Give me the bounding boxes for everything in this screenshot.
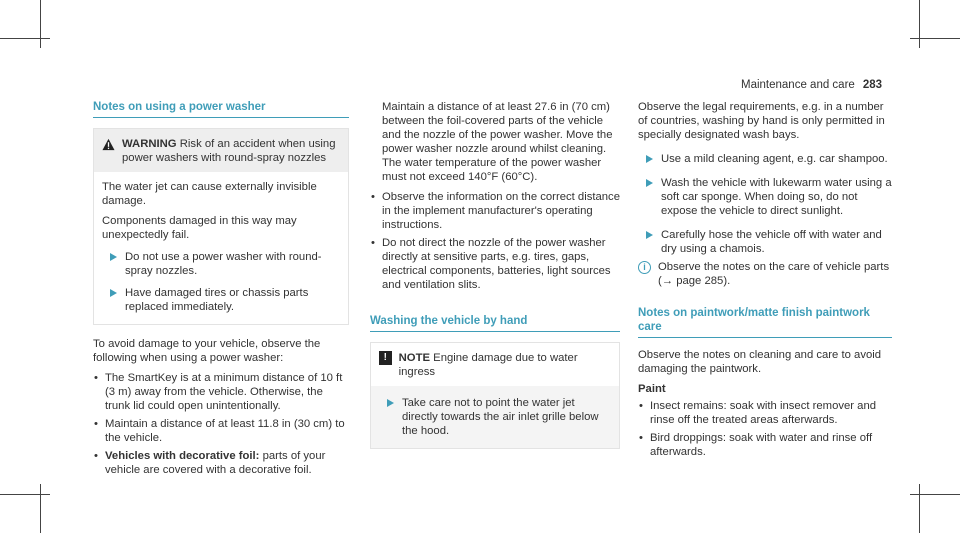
bullet-item: • Do not direct the nozzle of the power washer directly at sensitive parts, e.g. tires, gaps, electrical components, batteries, light sources and ventilation slits. (370, 236, 620, 292)
instruction-step (102, 250, 340, 278)
bullet-text: parts of your vehicle are covered with a decorative foil. (105, 450, 326, 476)
section-title-power-washer: Notes on using a power washer (93, 100, 349, 118)
section-title-paintwork: Notes on paintwork/matte finish paintwork care (638, 306, 892, 338)
warning-label: WARNING (122, 138, 177, 150)
note-label: NOTE (398, 352, 431, 364)
column-left (93, 100, 349, 481)
instruction-step (102, 286, 340, 314)
tip-text: Observe the notes on the care of vehicle parts (→ page 285). (658, 261, 890, 287)
warning-box (93, 128, 349, 325)
bullet-list (370, 190, 620, 292)
section-name: Maintenance and care (741, 79, 855, 91)
crop-mark (910, 38, 960, 39)
crop-mark (919, 0, 920, 48)
note-text: Engine damage due to water ingress (398, 352, 578, 378)
running-header (741, 78, 882, 92)
warning-text: Risk of an accident when using power washers with round-spray nozzles (122, 138, 336, 164)
crop-mark (0, 494, 50, 495)
crop-mark (919, 484, 920, 533)
warning-body (94, 172, 348, 324)
step-arrow-icon (646, 231, 653, 239)
bullet-bold-label: Vehicles with decorative foil: (105, 450, 260, 462)
step-text: Have damaged tires or chassis parts replaced immediately. (125, 287, 309, 313)
note-body (371, 386, 619, 448)
bullet-item (93, 449, 349, 477)
exclamation-icon: ! (379, 351, 392, 365)
info-icon: i (638, 261, 651, 274)
legal-paragraph: Observe the legal requirements, e.g. in a number of countries, washing by hand is only permitted in specially designated wash bays. (638, 101, 885, 141)
crop-mark (0, 38, 50, 39)
paintwork-paragraph: Observe the notes on cleaning and care to avoid damaging the paintwork. (638, 349, 882, 375)
bullet-item: • Insect remains: soak with insect remover and rinse off the treated areas afterwards. (638, 399, 892, 427)
crop-mark (910, 494, 960, 495)
bullet-list (638, 399, 892, 459)
bullet-item: • Observe the information on the correct distance in the implement manufacturer's operating instructions. (370, 190, 620, 232)
warning-para: The water jet can cause externally invisible damage. (102, 181, 317, 207)
instruction-step (379, 396, 611, 438)
step-arrow-icon (646, 179, 653, 187)
step-text: Carefully hose the vehicle off with water and dry using a chamois. (661, 229, 882, 255)
step-arrow-icon (110, 289, 117, 297)
bullet-item: • The SmartKey is at a minimum distance of 10 ft (3 m) away from the vehicle. Otherwise, the trunk lid could open unintentionally. (93, 371, 349, 413)
warning-text-block (122, 137, 340, 165)
note-box (370, 342, 620, 449)
bullet-item: • Bird droppings: soak with water and rinse off afterwards. (638, 431, 892, 459)
instruction-step (638, 152, 892, 166)
step-arrow-icon (110, 253, 117, 261)
step-arrow-icon (646, 155, 653, 163)
step-text: Wash the vehicle with lukewarm water using a soft car sponge. When doing so, do not expose the vehicle to direct sunlight. (661, 177, 892, 217)
intro-paragraph: To avoid damage to your vehicle, observe the following when using a power washer: (93, 338, 321, 364)
warning-header (94, 129, 348, 172)
warning-triangle-icon (102, 138, 115, 151)
crop-mark (40, 0, 41, 48)
tip-note (638, 260, 892, 288)
foil-distance-paragraph: Maintain a distance of at least 27.6 in (70 cm) between the foil-covered parts of the vehicle and the nozzle of the power washer. Move the power washer nozzle around whilst cleaning. The water temperature of the power washer must not exceed 140°F (60°C). (382, 101, 613, 183)
column-middle (370, 100, 620, 449)
step-text: Take care not to point the water jet directly towards the air inlet grille below the hood. (402, 397, 599, 437)
subheading-paint: Paint (638, 383, 666, 395)
note-header (371, 343, 619, 386)
note-text-block (399, 351, 611, 379)
bullet-item: • Maintain a distance of at least 11.8 in (30 cm) to the vehicle. (93, 417, 349, 445)
warning-para: Components damaged in this way may unexpectedly fail. (102, 215, 297, 241)
step-arrow-icon (387, 399, 394, 407)
crop-mark (40, 484, 41, 533)
instruction-step (638, 176, 892, 218)
page-number: 283 (862, 79, 882, 91)
step-text: Do not use a power washer with round-spray nozzles. (125, 251, 322, 277)
instruction-step (638, 228, 892, 256)
step-text: Use a mild cleaning agent, e.g. car shampoo. (661, 153, 888, 165)
section-title-hand-wash: Washing the vehicle by hand (370, 314, 620, 332)
column-right (638, 100, 892, 463)
bullet-list (93, 371, 349, 477)
